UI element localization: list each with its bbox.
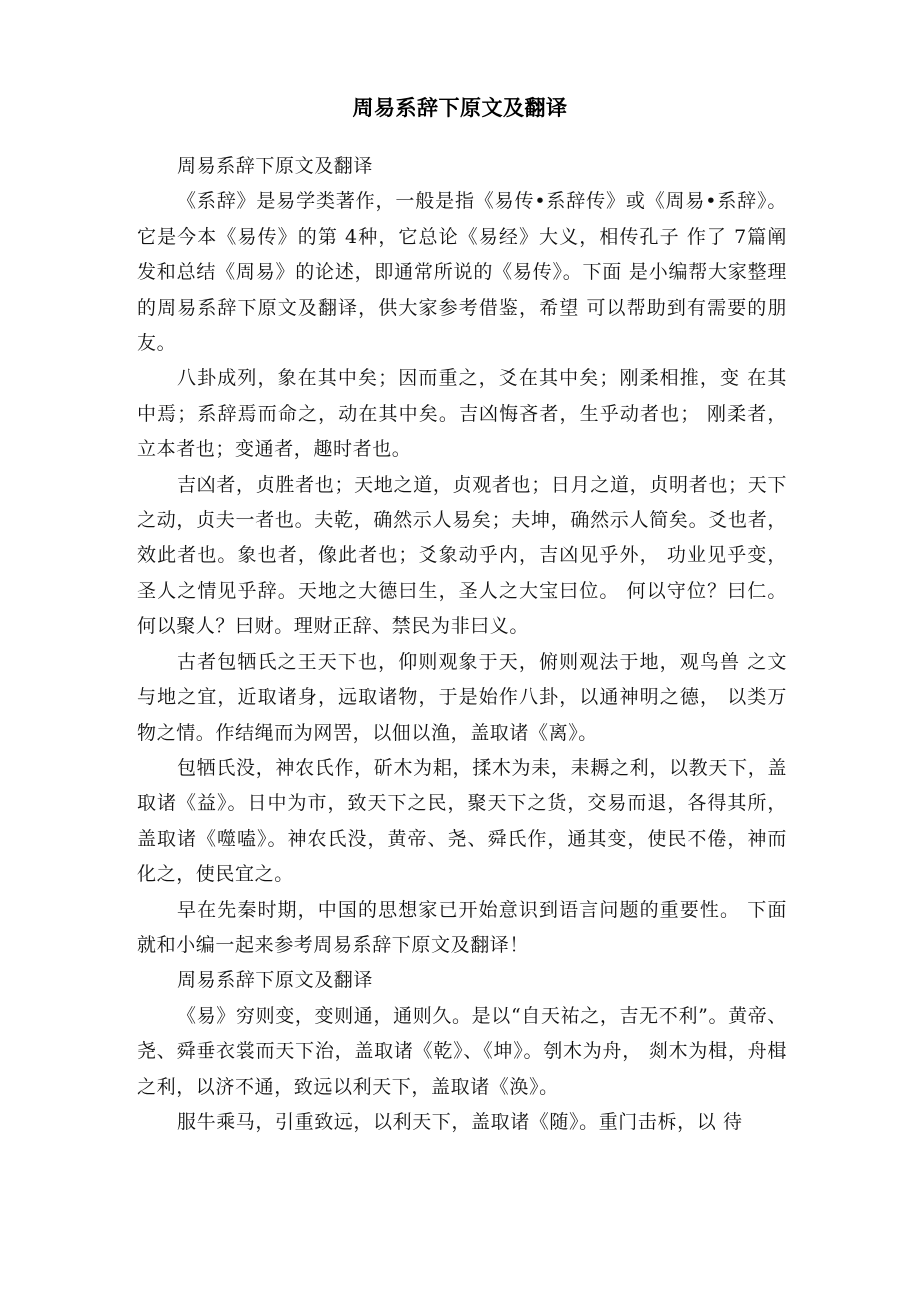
document-title: 周易系辞下原文及翻译 bbox=[352, 96, 568, 120]
document-body bbox=[137, 149, 787, 1140]
paragraph: 服牛乘马，引重致远，以利天下，盖取诸《随》。重门击柝，以 待 bbox=[177, 1110, 743, 1133]
paragraph: 《系辞》是易学类著作，一般是指《易传•系辞传》或《周易•系辞》。它是今本《易传》的第 4种，它总论《易经》大义，相传孔子 作了 7篇阐发和总结《周易》的论述，即通常所说的《易传》。下面 是小编帮大家整理的周易系辞下原文及翻译，供大家参考借鉴，希望 可以帮助到有需要的朋友。 bbox=[137, 190, 787, 355]
paragraph: 古者包牺氏之王天下也，仰则观象于天，俯则观法于地，观鸟兽 之文与地之宜，近取诸身，远取诸物，于是始作八卦，以通神明之德， 以类万物之情。作结绳而为网罟，以佃以渔，盖取诸《离》。 bbox=[137, 650, 787, 744]
paragraph: 早在先秦时期，中国的思想家已开始意识到语言问题的重要性。 下面就和小编一起来参考周易系辞下原文及翻译！ bbox=[137, 898, 787, 956]
paragraph: 吉凶者，贞胜者也；天地之道，贞观者也；日月之道，贞明者也；天下之动，贞夫一者也。夫乾，确然示人易矣；夫坤，确然示人简矣。爻也者，效此者也。象也者，像此者也；爻象动乎内，吉凶见乎外， 功业见乎变，圣人之情见乎辞。天地之大德曰生，圣人之大宝曰位。 何以守位？曰仁。何以聚人？曰财。理财正辞、禁民为非曰义。 bbox=[137, 473, 787, 638]
paragraph: 周易系辞下原文及翻译 bbox=[177, 969, 374, 992]
paragraph: 周易系辞下原文及翻译 bbox=[177, 155, 374, 177]
paragraph: 《易》穷则变，变则通，通则久。是以“自天祐之，吉无不利”。黄帝、尧、舜垂衣裳而天下治，盖取诸《乾》、《坤》。刳木为舟， 剡木为楫，舟楫之利，以济不通，致远以利天下，盖取诸《涣》。 bbox=[137, 1004, 787, 1098]
paragraph: 八卦成列，象在其中矣；因而重之，爻在其中矣；刚柔相推，变 在其中焉；系辞焉而命之，动在其中矣。吉凶悔吝者，生乎动者也； 刚柔者，立本者也；变通者，趣时者也。 bbox=[137, 367, 787, 461]
paragraph: 包牺氏没，神农氏作，斫木为耜，揉木为耒，耒耨之利，以教天下，盖取诸《益》。日中为市，致天下之民，聚天下之货，交易而退，各得其所，盖取诸《噬嗑》。神农氏没，黄帝、尧、舜氏作，通其变，使民不倦，神而化之，使民宜之。 bbox=[137, 756, 787, 886]
